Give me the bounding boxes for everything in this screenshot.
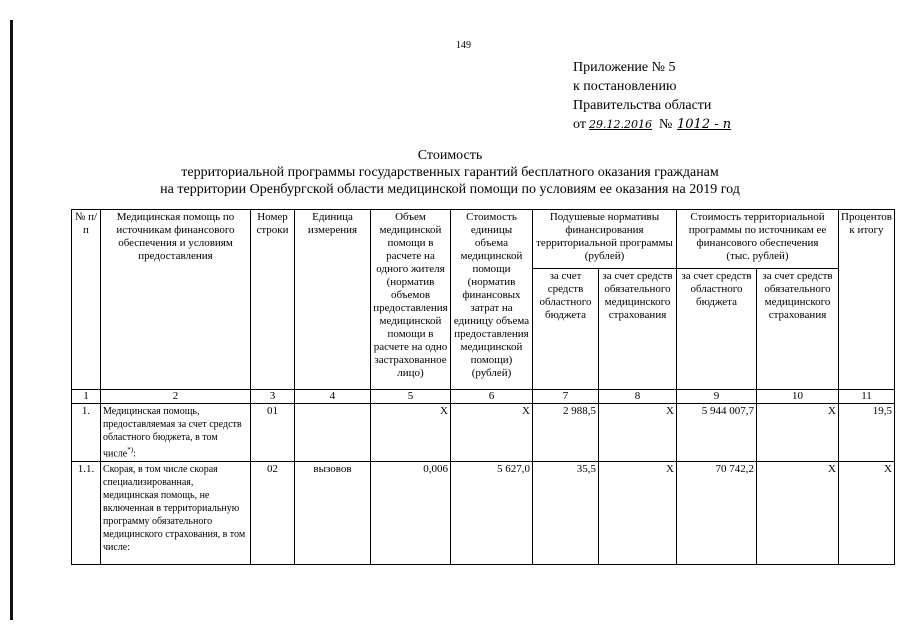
appendix-line-1: Приложение № 5 [573,60,676,75]
row-cost: 5 627,0 [451,462,533,565]
row-care-footnote: *) [127,446,134,454]
title-line-3: на территории Оренбургской области медицинской помощи по условиям ее оказания на 2019 год [160,182,740,197]
row-volume: 0,006 [371,462,451,565]
row-per-capita-oms: X [599,462,677,565]
header-program-cost-unit: (тыс. рублей) [726,250,789,262]
row-per-capita-regional: 35,5 [533,462,599,565]
index-cell: 4 [295,390,371,404]
row-percent: 19,5 [839,404,895,462]
index-cell: 2 [101,390,251,404]
row-care: Скорая, в том числе скорая специализированная, медицинская помощь, не включенная в территориальную программу обязательного медицинского страхования, в том числе: [101,462,251,565]
cost-table [71,209,895,565]
row-num: 1. [72,404,101,462]
row-care-suffix: : [133,448,136,460]
page-number: 149 [456,40,471,51]
appendix-line-2: к постановлению [573,79,677,94]
header-percent: Процентов к итогу [839,210,895,390]
title-line-2: территориальной программы государственных гарантий бесплатного оказания гражданам [181,165,719,180]
row-volume: X [371,404,451,462]
header-row-number: Номер строки [251,210,295,390]
header-row-1 [72,210,895,269]
row-percent: X [839,462,895,565]
row-row-number: 02 [251,462,295,565]
from-prefix: от [573,117,586,132]
row-row-number: 01 [251,404,295,462]
row-num: 1.1. [72,462,101,565]
row-per-capita-oms: X [599,404,677,462]
row-per-capita-regional: 2 988,5 [533,404,599,462]
scan-edge-bar [10,20,13,620]
row-care-text: Медицинская помощь, предоставляемая за счет средств областного бюджета, в том числе [103,406,242,460]
row-program-regional: 70 742,2 [677,462,757,565]
appendix-line-3: Правительства области [573,98,712,113]
header-cost: Стоимость единицы объема медицинской помощи (норматив финансовых затрат на единицу объема предоставления медицинской помощи) (рублей) [451,210,533,390]
header-per-capita-oms: за счет средств обязательного медицинского страхования [599,269,677,390]
header-program-cost [677,210,839,269]
row-program-regional: 5 944 007,7 [677,404,757,462]
table-row [72,404,895,462]
appendix-block [573,58,732,134]
row-program-oms: X [757,404,839,462]
handwritten-date: 29.12.2016 [589,118,652,131]
handwritten-number: 1012 - п [677,117,732,132]
header-per-capita-regional: за счет средств областного бюджета [533,269,599,390]
header-num: № п/п [72,210,101,390]
index-cell: 10 [757,390,839,404]
index-cell: 5 [371,390,451,404]
index-cell: 6 [451,390,533,404]
index-cell: 9 [677,390,757,404]
header-program-regional: за счет средств областного бюджета [677,269,757,390]
header-care: Медицинская помощь по источникам финансового обеспечения и условиям предоставления [101,210,251,390]
header-program-cost-text: Стоимость территориальной программы по источникам ее финансового обеспечения [688,211,827,249]
row-cost: X [451,404,533,462]
number-sign: № [659,117,673,132]
index-cell: 7 [533,390,599,404]
document-title [150,147,750,198]
index-cell: 1 [72,390,101,404]
header-volume: Объем медицинской помощи в расчете на одного жителя (норматив объемов предоставления медицинской помощи в расчете на одно застрахованное лицо) [371,210,451,390]
table-row [72,462,895,565]
index-cell: 3 [251,390,295,404]
row-care [101,404,251,462]
header-unit: Единица измерения [295,210,371,390]
index-cell: 8 [599,390,677,404]
row-unit [295,404,371,462]
title-line-1: Стоимость [417,148,483,163]
appendix-date-line [573,115,732,134]
row-program-oms: X [757,462,839,565]
row-unit: вызовов [295,462,371,565]
header-program-oms: за счет средств обязательного медицинского страхования [757,269,839,390]
header-per-capita: Подушевые нормативы финансирования территориальной программы (рублей) [533,210,677,269]
index-cell: 11 [839,390,895,404]
index-row [72,390,895,404]
